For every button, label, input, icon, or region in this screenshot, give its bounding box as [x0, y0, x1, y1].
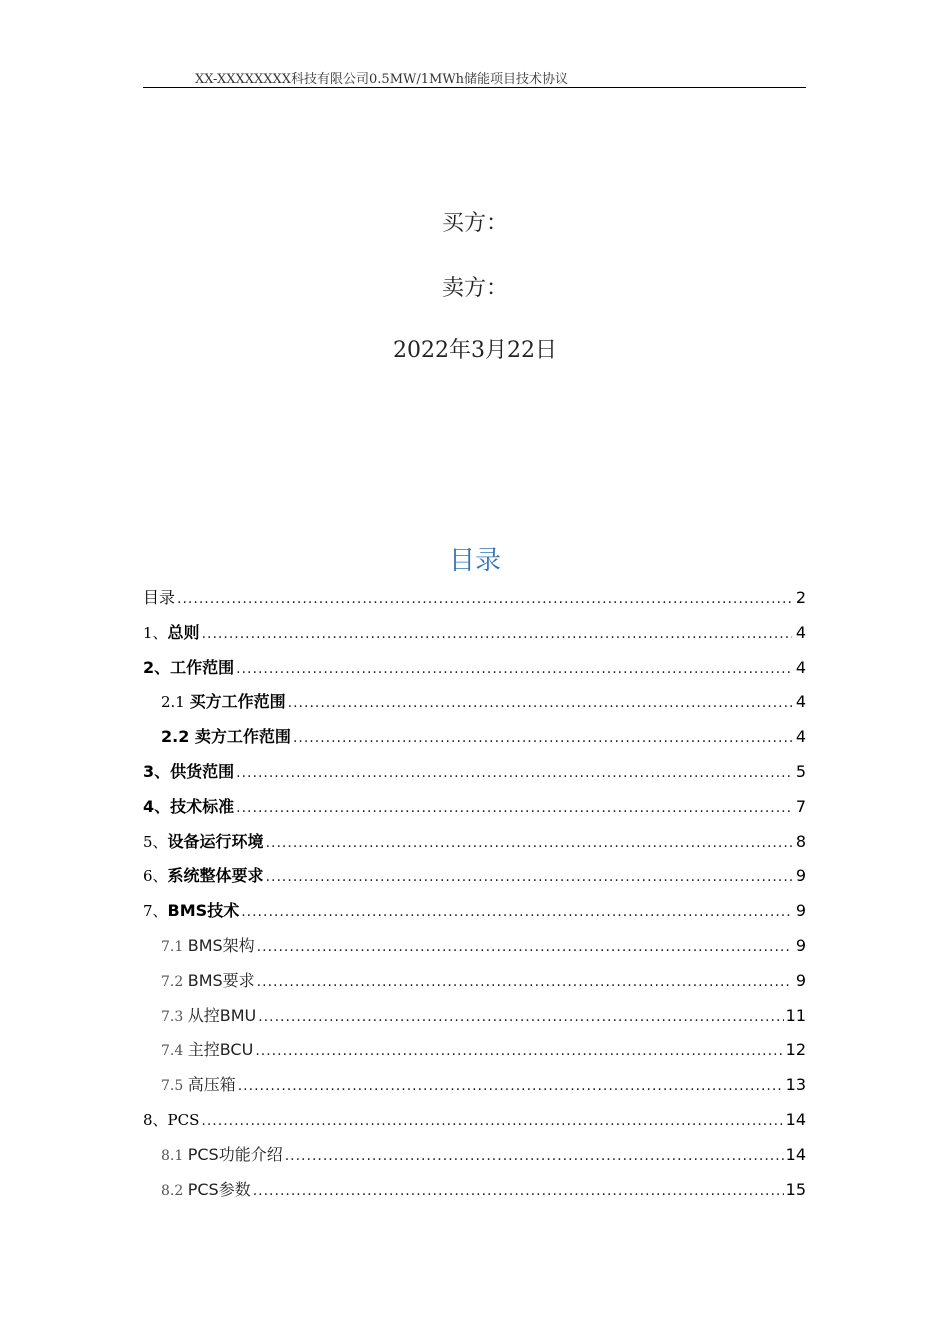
toc-item-page: 15	[785, 1179, 806, 1199]
toc-item-number: 7.5	[161, 1078, 188, 1095]
toc-item-text: 高压箱	[187, 1075, 236, 1095]
toc-leader-dots	[177, 586, 792, 612]
toc-item-text: 总则	[167, 622, 200, 642]
toc-item-number: 7.3	[161, 1008, 188, 1025]
toc-item-page: 8	[795, 831, 806, 851]
header-title: XX-XXXXXXXX科技有限公司0.5MW/1MWh储能项目技术协议	[195, 72, 569, 87]
seller-label: 卖方：	[441, 276, 508, 301]
toc-item-text: 目录	[143, 588, 176, 607]
toc-item-number: 7.4	[161, 1043, 188, 1060]
toc-item-page: 14	[785, 1144, 806, 1164]
toc-title: 目录	[448, 546, 501, 576]
page-header	[143, 64, 806, 88]
toc-item-number: 7.2	[161, 973, 188, 990]
toc-item-text: 供货范围	[170, 761, 235, 781]
toc-item-page: 12	[785, 1040, 806, 1060]
toc-item-pcs-parameters[interactable]	[143, 1177, 806, 1212]
toc-item-text: BMS要求	[187, 970, 255, 990]
toc-item-text: 设备运行环境	[167, 831, 264, 851]
toc-item-number: 7.1	[161, 938, 188, 955]
toc-item-page: 9	[795, 866, 806, 886]
toc-item-bms-architecture[interactable]	[143, 933, 806, 968]
toc-leader-dots	[241, 899, 792, 925]
toc-item-text: 工作范围	[170, 657, 235, 677]
toc-item-text: 系统整体要求	[167, 866, 264, 886]
toc-item-system-requirements[interactable]	[143, 863, 806, 898]
toc-item-text: 技术标准	[170, 796, 235, 816]
toc-item-page: 4	[795, 657, 806, 677]
buyer-label: 买方：	[441, 211, 508, 236]
toc-item-page: 9	[795, 970, 806, 990]
toc-item-high-voltage-box[interactable]	[143, 1072, 806, 1107]
toc-item-page: 9	[795, 901, 806, 921]
toc-item-text: PCS功能介绍	[187, 1144, 283, 1164]
toc-item-number: 8.2	[161, 1182, 188, 1199]
toc-item-text: BMS技术	[167, 901, 240, 921]
toc-item-page: 2	[795, 588, 806, 607]
toc-item-number: 7、	[143, 902, 168, 921]
toc-leader-dots	[257, 969, 792, 995]
toc-item-page: 5	[795, 761, 806, 781]
toc-item-text: 卖方工作范围	[194, 727, 291, 747]
toc-item-page: 4	[795, 727, 806, 747]
toc-leader-dots	[236, 795, 792, 821]
toc-item-page: 4	[795, 692, 806, 712]
toc-item-bms-requirements[interactable]	[143, 968, 806, 1003]
toc-leader-dots	[288, 690, 792, 716]
toc-item-operating-environment[interactable]	[143, 829, 806, 864]
toc-item-pcs[interactable]	[143, 1107, 806, 1142]
toc-item-number: 8、	[143, 1110, 168, 1129]
toc-leader-dots	[201, 1108, 783, 1134]
toc-item-work-scope[interactable]	[143, 655, 806, 690]
toc-item-number: 4、	[143, 796, 171, 816]
toc-item-text: 买方工作范围	[189, 692, 286, 712]
toc-item-seller-scope[interactable]	[143, 724, 806, 759]
toc-item-page: 14	[785, 1109, 806, 1129]
toc-item-text: PCS	[167, 1110, 200, 1129]
toc-item-contents[interactable]	[143, 585, 806, 620]
toc-item-page: 11	[785, 1005, 806, 1025]
table-of-contents	[143, 585, 806, 1211]
toc-item-general[interactable]	[143, 620, 806, 655]
toc-leader-dots	[236, 760, 792, 786]
toc-item-number: 6、	[143, 867, 168, 886]
toc-item-supply-scope[interactable]	[143, 759, 806, 794]
toc-leader-dots	[255, 1038, 783, 1064]
toc-item-bms-tech[interactable]	[143, 898, 806, 933]
toc-item-number: 3、	[143, 761, 171, 781]
toc-item-number: 1、	[143, 623, 168, 642]
toc-leader-dots	[285, 1143, 784, 1169]
toc-item-slave-bmu[interactable]	[143, 1003, 806, 1038]
toc-item-text: BMS架构	[187, 935, 255, 955]
toc-item-number: 2.1	[161, 693, 190, 712]
agreement-date: 2022年3月22日	[393, 338, 557, 363]
toc-leader-dots	[258, 1004, 783, 1030]
toc-item-page: 7	[795, 796, 806, 816]
toc-item-page: 9	[795, 935, 806, 955]
toc-leader-dots	[266, 864, 792, 890]
toc-leader-dots	[293, 725, 792, 751]
toc-leader-dots	[253, 1178, 784, 1204]
toc-item-text: PCS参数	[187, 1179, 251, 1199]
toc-item-text: 主控BCU	[187, 1040, 254, 1060]
toc-item-number: 5、	[143, 832, 168, 851]
toc-item-tech-standards[interactable]	[143, 794, 806, 829]
toc-leader-dots	[202, 621, 792, 647]
toc-item-number: 2.2	[161, 727, 195, 747]
toc-leader-dots	[236, 656, 792, 682]
toc-item-master-bcu[interactable]	[143, 1037, 806, 1072]
toc-leader-dots	[257, 934, 792, 960]
toc-item-page: 13	[785, 1075, 806, 1095]
toc-item-page: 4	[795, 622, 806, 642]
toc-item-number: 8.1	[161, 1147, 188, 1164]
toc-item-buyer-scope[interactable]	[143, 689, 806, 724]
toc-item-text: 从控BMU	[187, 1005, 257, 1025]
toc-item-number: 2、	[143, 657, 171, 677]
toc-leader-dots	[266, 830, 792, 856]
toc-item-pcs-functions[interactable]	[143, 1142, 806, 1177]
toc-leader-dots	[238, 1073, 784, 1099]
